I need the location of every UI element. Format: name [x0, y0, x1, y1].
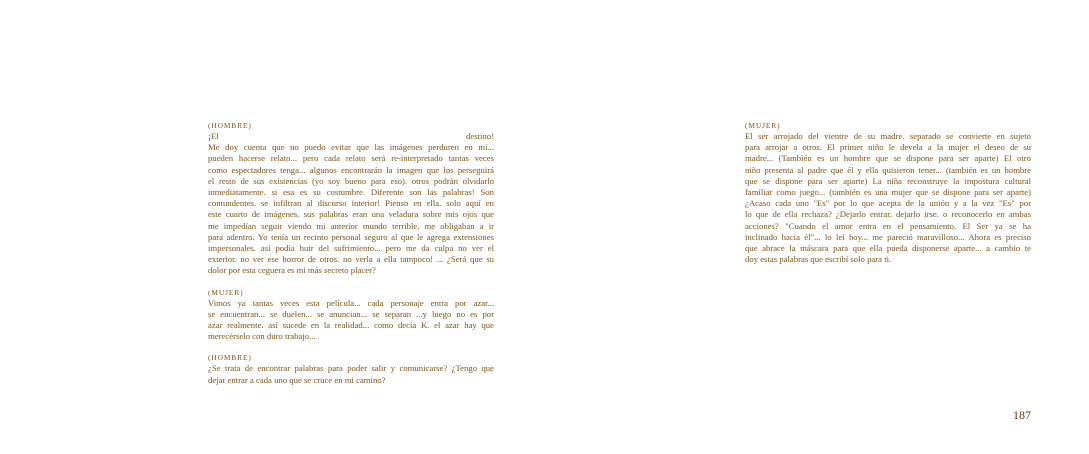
- text-line: doy estas palabras que escribí solo para ti.: [745, 254, 892, 265]
- text-line: dolor por esta ceguera es mi más secreto placer?: [208, 265, 376, 276]
- text-line: niño presenta al padre que él y ella quisieron tener... (también es un hombre: [745, 164, 1031, 175]
- speaker-label: (MUJER): [745, 121, 781, 130]
- text-line: para adentro. Yo tenía un recinto personal seguro al que le agrega extensiones: [208, 231, 494, 242]
- text-line: pueden hacerse relato... pero cada relato será re-interpretado tantas veces: [208, 153, 494, 164]
- speaker-label: (HOMBRE): [208, 353, 252, 363]
- text-line: inclinado hacia él"... lo leí hoy... me pareció maravilloso... Ahora es preciso: [745, 231, 1031, 242]
- text-line: ¡El destino!: [208, 131, 494, 141]
- text-line: dejar entrar a cada uno que se cruce en mi camino?: [208, 374, 386, 385]
- left-column: [208, 121, 494, 386]
- text-line: como espectadores tenga... algunos encontrarán la imagen que los perseguirá: [208, 164, 494, 175]
- right-column: [745, 121, 1031, 265]
- text-line: merecérselo con duro trabajo...: [208, 331, 316, 342]
- page-number: 187: [1013, 408, 1031, 422]
- text-line: ¿Se trata de encontrar palabras para poder salir y comunicarse? ¿Tengo que: [208, 363, 494, 374]
- dialogue-block: [745, 121, 1031, 265]
- text-line: ¿Acaso cada uno "Es" por lo que acepta de la unión y a la vez "Es" por: [745, 198, 1031, 209]
- text-line: lo que de ella rechaza? ¿Dejarlo entrar. dejarlo irse. o reconocerlo en ambas: [745, 209, 1031, 220]
- text-line: este cuarto de imágenes. sus palabras eran una veladura sobre mis ojos que: [208, 209, 494, 220]
- text-line: El ser arrojado del vientre de su madre. separado se convierte en sujeto: [745, 131, 1031, 141]
- text-line: familiar como juego... (también es una mujer que se dispone para ser aparte): [745, 187, 1031, 198]
- text-line: el resto de sus existencias (yo soy bueno para eso). otros podrán olvidarlo: [208, 175, 494, 186]
- text-line: se encuentran... se duelen... se anuncian... se separan ...y luego no es por: [208, 308, 494, 319]
- dialogue-block: [208, 121, 494, 277]
- text-line: exterior. no ver ese horror de otros. no verla a ella tampoco! ... ¿Será que su: [208, 254, 494, 265]
- text-line: azar realmente. así sucede en la realidad... como decía K. el azar hay que: [208, 320, 494, 331]
- text-line: para arrojar a otros. El primer niño le devela a la mujer el deseo de su: [745, 142, 1031, 153]
- text-line: me impedían seguir viendo mi anterior mundo terrible. me obligaban a ir: [208, 220, 494, 231]
- dialogue-block: [208, 353, 494, 385]
- text-line: acciones? "Cuando el amor entra en el pensamiento. El Ser ya se ha: [745, 220, 1031, 231]
- text-line: Me doy cuenta que no puedo evitar que las imágenes perduren en mí...: [208, 142, 494, 153]
- text-line: Vimos ya tantas veces esta película... cada personaje entra por azar...: [208, 297, 494, 308]
- speaker-label: (MUJER): [208, 287, 244, 297]
- text-line: inmediatamente. si esa es su costumbre. Diferente son las palabras! Son: [208, 187, 494, 198]
- speaker-label: (HOMBRE): [208, 121, 252, 130]
- text-line: que abrace la máscara para que ella pueda disponerse aparte... a cambio te: [745, 243, 1031, 254]
- dialogue-block: [208, 288, 494, 343]
- text-line: que se dispone para ser aparte) La niña reconstruye la impostura cultural: [745, 175, 1031, 186]
- text-line: contundentes. se infiltran al discurso interior! Pienso en ella. solo aquí en: [208, 198, 494, 209]
- text-line: impersonales. así podía huir del sufrimiento... pero me da culpa no ver el: [208, 243, 494, 254]
- text-line: madre... (También es un hombre que se dispone para ser aparte) El otro: [745, 153, 1031, 164]
